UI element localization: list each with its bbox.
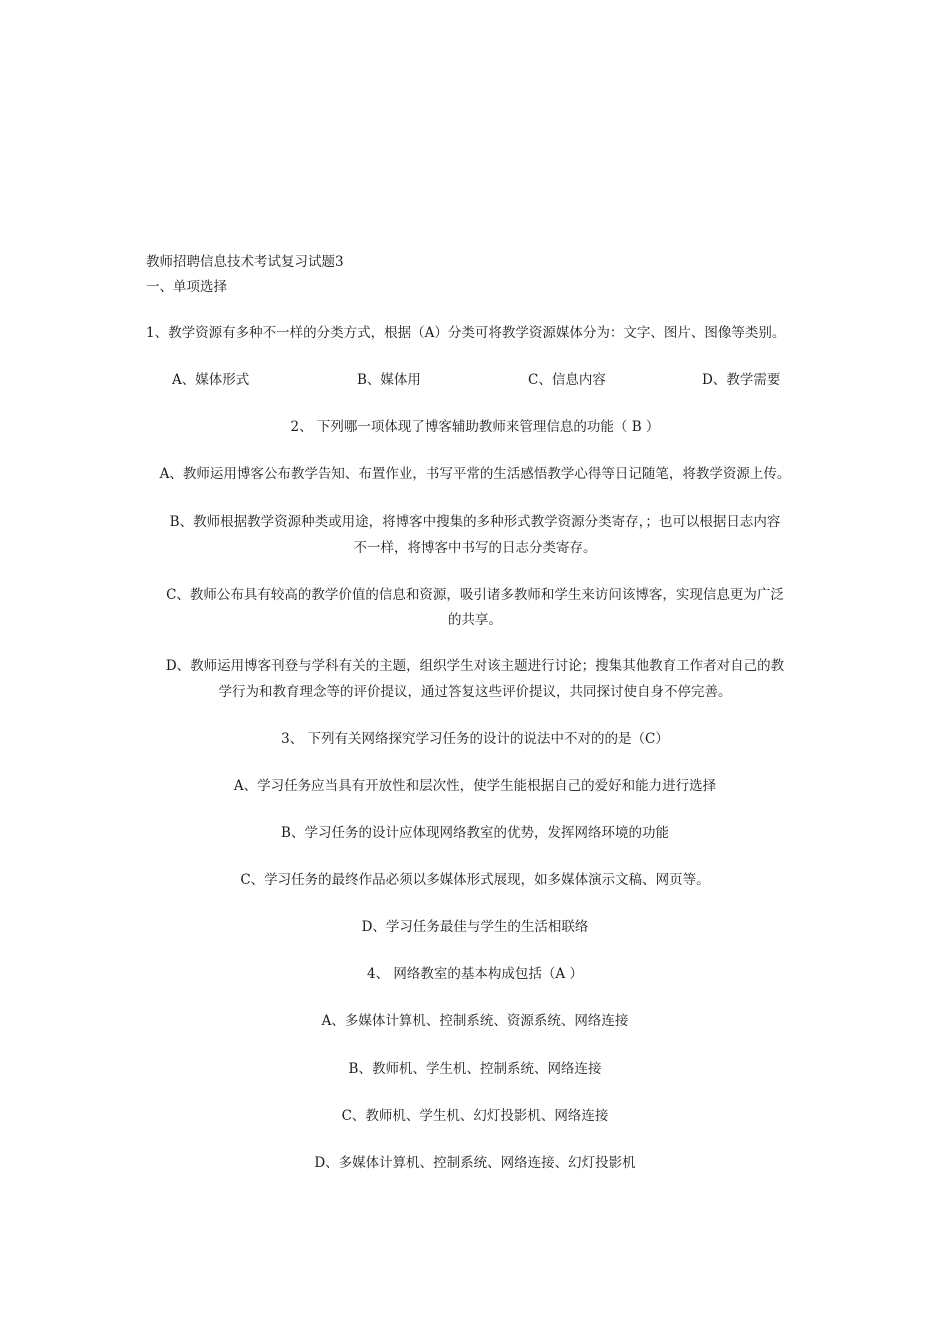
question-3-option-d: D、学习任务最佳与学生的生活相联络 [361,919,589,935]
question-2-stem: 2、 下列哪一项体现了博客辅助教师来管理信息的功能（ B ） [290,419,660,435]
question-1-option-c: C、信息内容 [528,372,606,388]
question-3-option-c: C、学习任务的最终作品必须以多媒体形式展现，如多媒体演示文稿、网页等。 [240,872,710,888]
question-1-option-a: A、媒体形式 [172,372,250,388]
question-3-option-a: A、学习任务应当具有开放性和层次性，使学生能根据自己的爱好和能力进行选择 [233,778,717,794]
question-3-stem: 3、 下列有关网络探究学习任务的设计的说法中不对的的是（C） [281,731,669,747]
question-4-stem: 4、 网络教室的基本构成包括（A ） [367,966,583,982]
section-heading: 一、单项选择 [146,279,227,295]
question-4-option-b: B、教师机、学生机、控制系统、网络连接 [348,1061,602,1077]
document-title: 教师招聘信息技术考试复习试题3 [146,254,344,270]
question-2-option-a: A、教师运用博客公布教学告知、布置作业，书写平常的生活感悟教学心得等日记随笔，将教学资源上传。 [159,466,791,482]
question-2-option-b-line-1: B、教师根据教学资源种类或用途，将博客中搜集的多种形式教学资源分类寄存，；也可以根据日志内容 [169,514,781,530]
question-2-option-d-line-1: D、教师运用博客刊登与学科有关的主题，组织学生对该主题进行讨论；搜集其他教育工作者对自己的教 [165,658,785,674]
question-4-option-d: D、多媒体计算机、控制系统、网络连接、幻灯投影机 [314,1155,636,1171]
question-2-option-d-line-2: 学行为和教育理念等的评价提议，通过答复这些评价提议，共同探讨使自身不停完善。 [218,684,732,700]
question-2-option-c-line-1: C、教师公布具有较高的教学价值的信息和资源，吸引诸多教师和学生来访问该博客，实现信息更为广泛 [166,587,784,603]
question-1-stem: 1、教学资源有多种不一样的分类方式，根据（A）分类可将教学资源媒体分为：文字、图片、图像等类别。 [146,325,786,341]
question-3-option-b: B、学习任务的设计应体现网络教室的优势，发挥网络环境的功能 [281,825,669,841]
question-1-option-d: D、教学需要 [702,372,781,388]
question-1-option-b: B、媒体用 [357,372,421,388]
question-4-option-c: C、教师机、学生机、幻灯投影机、网络连接 [341,1108,609,1124]
question-4-option-a: A、多媒体计算机、控制系统、资源系统、网络连接 [321,1013,629,1029]
question-2-option-c-line-2: 的共享。 [448,612,502,628]
question-2-option-b-line-2: 不一样，将博客中书写的日志分类寄存。 [353,540,597,556]
